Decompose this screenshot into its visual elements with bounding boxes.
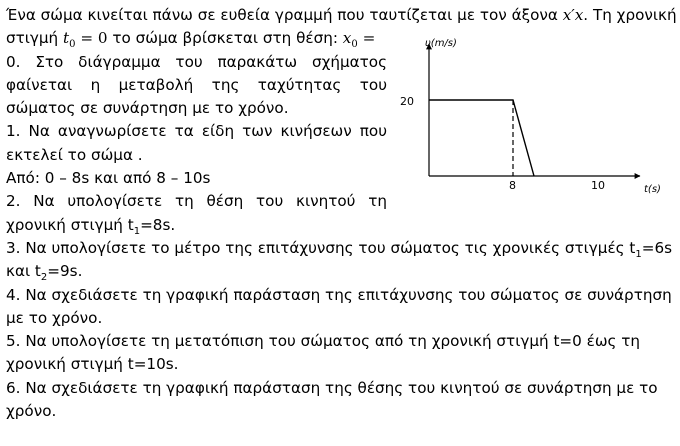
x0-equals: = <box>357 29 376 48</box>
question-4-line-1: 4. Να σχεδιάσετε τη γραφική παράσταση της επιτάχυνσης του σώματος σε συνάρτηση <box>6 285 672 304</box>
question-text: =6s <box>641 238 673 257</box>
question-1-answer: Από: 0 – 8s και από 8 – 10s <box>6 169 211 188</box>
intro-text: στιγμή <box>6 29 64 48</box>
t0-variable: t <box>63 29 70 48</box>
subscript: 1 <box>133 225 141 237</box>
question-2-line-2 <box>6 214 674 237</box>
t0-subscript: 0 <box>69 39 76 51</box>
x-tick-8: 8 <box>509 179 516 192</box>
question-text: =9s. <box>47 262 83 281</box>
subscript: 2 <box>40 272 48 284</box>
x-tick-10: 10 <box>591 179 605 192</box>
t0-value: = 0 <box>75 29 108 48</box>
question-text: 3. Να υπολογίσετε το μέτρο της επιτάχυνσης του σώματος τις χρονικές στιγμές t <box>6 238 636 257</box>
x0-subscript: 0 <box>351 39 358 51</box>
question-1-line-2: εκτελεί το σώμα . <box>6 145 143 164</box>
question-6-line-1: 6. Να σχεδιάσετε τη γραφική παράσταση της θέσης του κινητού σε συνάρτηση με το <box>6 378 658 397</box>
intro-text: το σώμα βρίσκεται στη θέση: <box>107 29 343 48</box>
y-tick-20: 20 <box>400 95 414 108</box>
question-6-line-2: χρόνο. <box>6 402 57 421</box>
intro-text: Ένα σώμα κινείται πάνω σε ευθεία γραμμή που ταυτίζεται με τον άξονα <box>6 6 563 24</box>
subscript: 1 <box>635 249 642 260</box>
x0-variable: x <box>342 29 352 48</box>
intro-line-3: 0. Στο διάγραμμα του παρακάτω σχήματος <box>6 52 387 71</box>
y-axis-label: υ(m/s) <box>425 38 457 49</box>
question-4-line-2: με το χρόνο. <box>6 308 103 327</box>
intro-text: . Τη χρονική <box>583 6 677 24</box>
question-text: και t <box>6 262 41 281</box>
intro-line-1 <box>6 4 677 27</box>
question-2-line-1: 2. Να υπολογίσετε τη θέση του κινητού τη <box>6 192 387 211</box>
x-axis-label: t(s) <box>644 184 661 195</box>
intro-line-5: σώματος σε συνάρτηση με το χρόνο. <box>6 99 289 118</box>
velocity-time-graph <box>392 30 662 198</box>
question-3-line-2 <box>6 260 674 283</box>
velocity-line <box>429 100 534 176</box>
question-1-line-1: 1. Να αναγνωρίσετε τα είδη των κινήσεων που <box>6 122 387 141</box>
question-text: χρονική στιγμή t <box>6 215 134 234</box>
intro-line-4: φαίνεται η μεταβολή της ταχύτητας του <box>6 75 387 94</box>
question-text: =8s. <box>140 215 176 234</box>
axis-symbol: x′x <box>562 6 584 24</box>
question-5-line-2: χρονική στιγμή t=10s. <box>6 355 179 374</box>
question-5-line-1: 5. Να υπολογίσετε τη μετατόπιση του σώματος από τη χρονική στιγμή t=0 έως τη <box>6 332 641 351</box>
question-3-line-1 <box>6 237 674 260</box>
